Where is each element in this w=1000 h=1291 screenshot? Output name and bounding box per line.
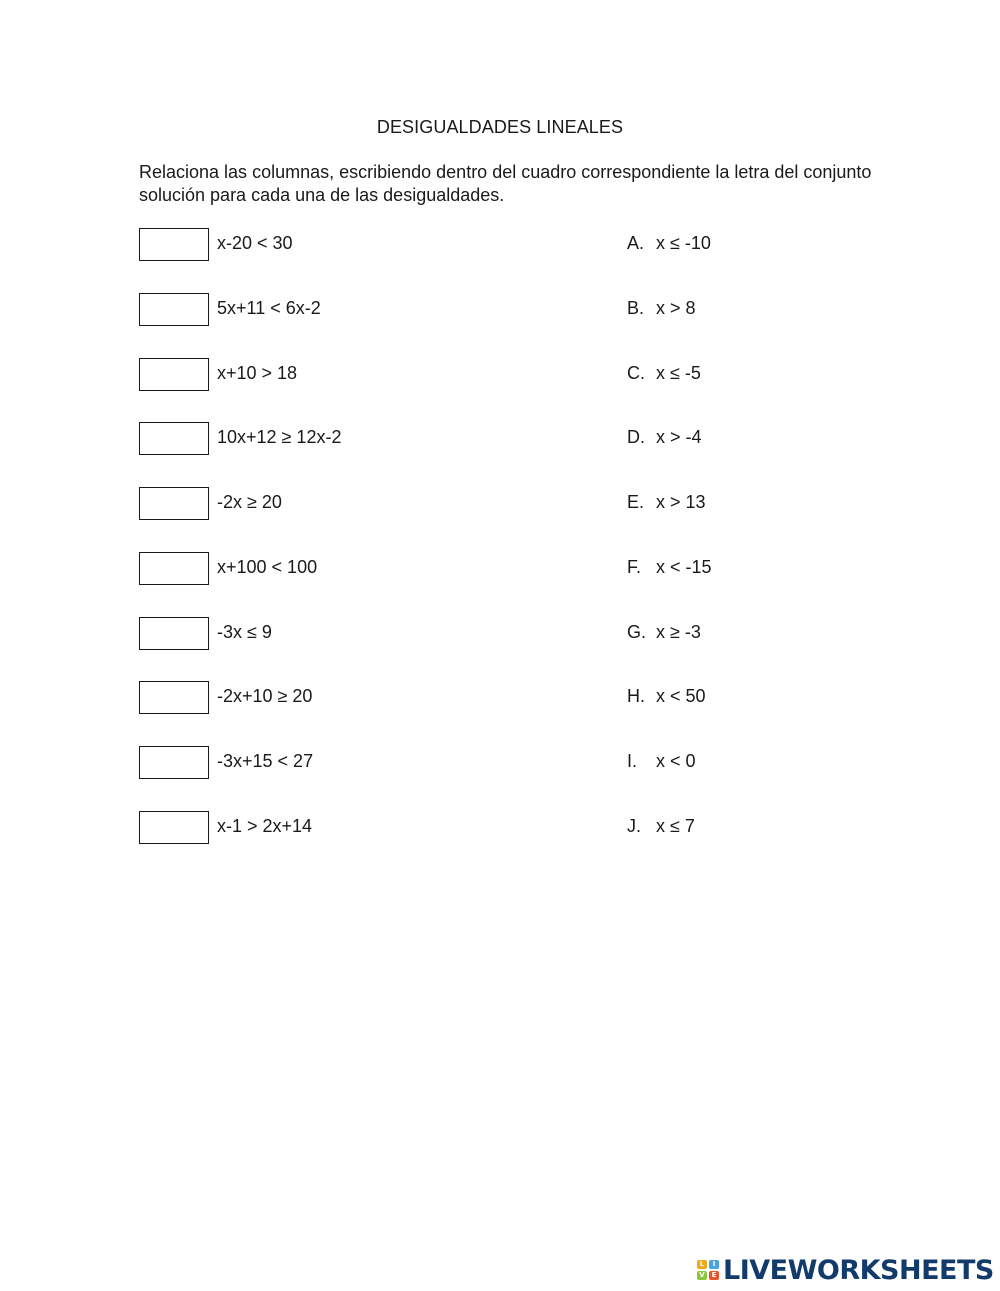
inequality-3: x+10 > 18 <box>217 363 298 383</box>
option-letter: H. <box>627 686 645 706</box>
option-letter: G. <box>627 622 647 642</box>
instructions-text: Relaciona las columnas, escribiendo dentro del cuadro correspondiente la letra del conjunto solución para cada una de las desigualdades. <box>139 162 872 205</box>
answer-box-3[interactable] <box>139 358 209 391</box>
answer-box-6[interactable] <box>139 552 209 585</box>
option-h <box>627 686 706 707</box>
option-letter: D. <box>627 427 645 447</box>
option-c <box>627 363 701 384</box>
answer-box-10[interactable] <box>139 811 209 844</box>
matching-row-10 <box>139 811 879 844</box>
inequality-4: 10x+12 ≥ 12x-2 <box>217 427 342 447</box>
worksheet-title: DESIGUALDADES LINEALES <box>376 117 624 137</box>
matching-row-2 <box>139 293 879 326</box>
matching-row-4 <box>139 422 879 455</box>
option-g <box>627 622 701 643</box>
option-a <box>627 233 711 254</box>
option-f <box>627 557 712 578</box>
option-letter: J. <box>627 816 642 836</box>
liveworksheets-logo <box>697 1255 994 1285</box>
answer-box-5[interactable] <box>139 487 209 520</box>
matching-row-5 <box>139 487 879 520</box>
logo-mark-icon: L I V E <box>697 1260 719 1280</box>
option-text: x > -4 <box>656 427 702 447</box>
option-text: x ≤ -10 <box>656 233 711 253</box>
inequality-8: -2x+10 ≥ 20 <box>217 686 313 706</box>
answer-box-7[interactable] <box>139 617 209 650</box>
inequality-10: x-1 > 2x+14 <box>217 816 313 836</box>
inequality-7: -3x ≤ 9 <box>217 622 272 642</box>
inequality-5: -2x ≥ 20 <box>217 492 282 512</box>
option-letter: E. <box>627 492 645 512</box>
option-b <box>627 298 696 319</box>
answer-box-4[interactable] <box>139 422 209 455</box>
option-letter: B. <box>627 298 645 318</box>
option-text: x < -15 <box>656 557 712 577</box>
option-text: x < 0 <box>656 751 696 771</box>
option-i <box>627 751 696 772</box>
option-j <box>627 816 695 837</box>
option-letter: I. <box>627 751 638 771</box>
option-text: x > 13 <box>656 492 706 512</box>
matching-rows <box>139 228 879 878</box>
matching-row-9 <box>139 746 879 779</box>
option-text: x > 8 <box>656 298 696 318</box>
matching-row-8 <box>139 681 879 714</box>
matching-row-3 <box>139 358 879 391</box>
option-letter: C. <box>627 363 645 383</box>
matching-row-1 <box>139 228 879 261</box>
answer-box-8[interactable] <box>139 681 209 714</box>
inequality-1: x-20 < 30 <box>217 233 293 253</box>
option-text: x ≥ -3 <box>656 622 701 642</box>
option-letter: A. <box>627 233 645 253</box>
inequality-6: x+100 < 100 <box>217 557 318 577</box>
option-text: x ≤ 7 <box>656 816 695 836</box>
matching-row-6 <box>139 552 879 585</box>
answer-box-1[interactable] <box>139 228 209 261</box>
inequality-2: 5x+11 < 6x-2 <box>217 298 321 318</box>
option-letter: F. <box>627 557 642 577</box>
logo-text: LIVEWORKSHEETS <box>723 1254 994 1286</box>
option-text: x < 50 <box>656 686 706 706</box>
option-d <box>627 427 702 448</box>
inequality-9: -3x+15 < 27 <box>217 751 314 771</box>
option-e <box>627 492 706 513</box>
answer-box-2[interactable] <box>139 293 209 326</box>
option-text: x ≤ -5 <box>656 363 701 383</box>
answer-box-9[interactable] <box>139 746 209 779</box>
matching-row-7 <box>139 617 879 650</box>
